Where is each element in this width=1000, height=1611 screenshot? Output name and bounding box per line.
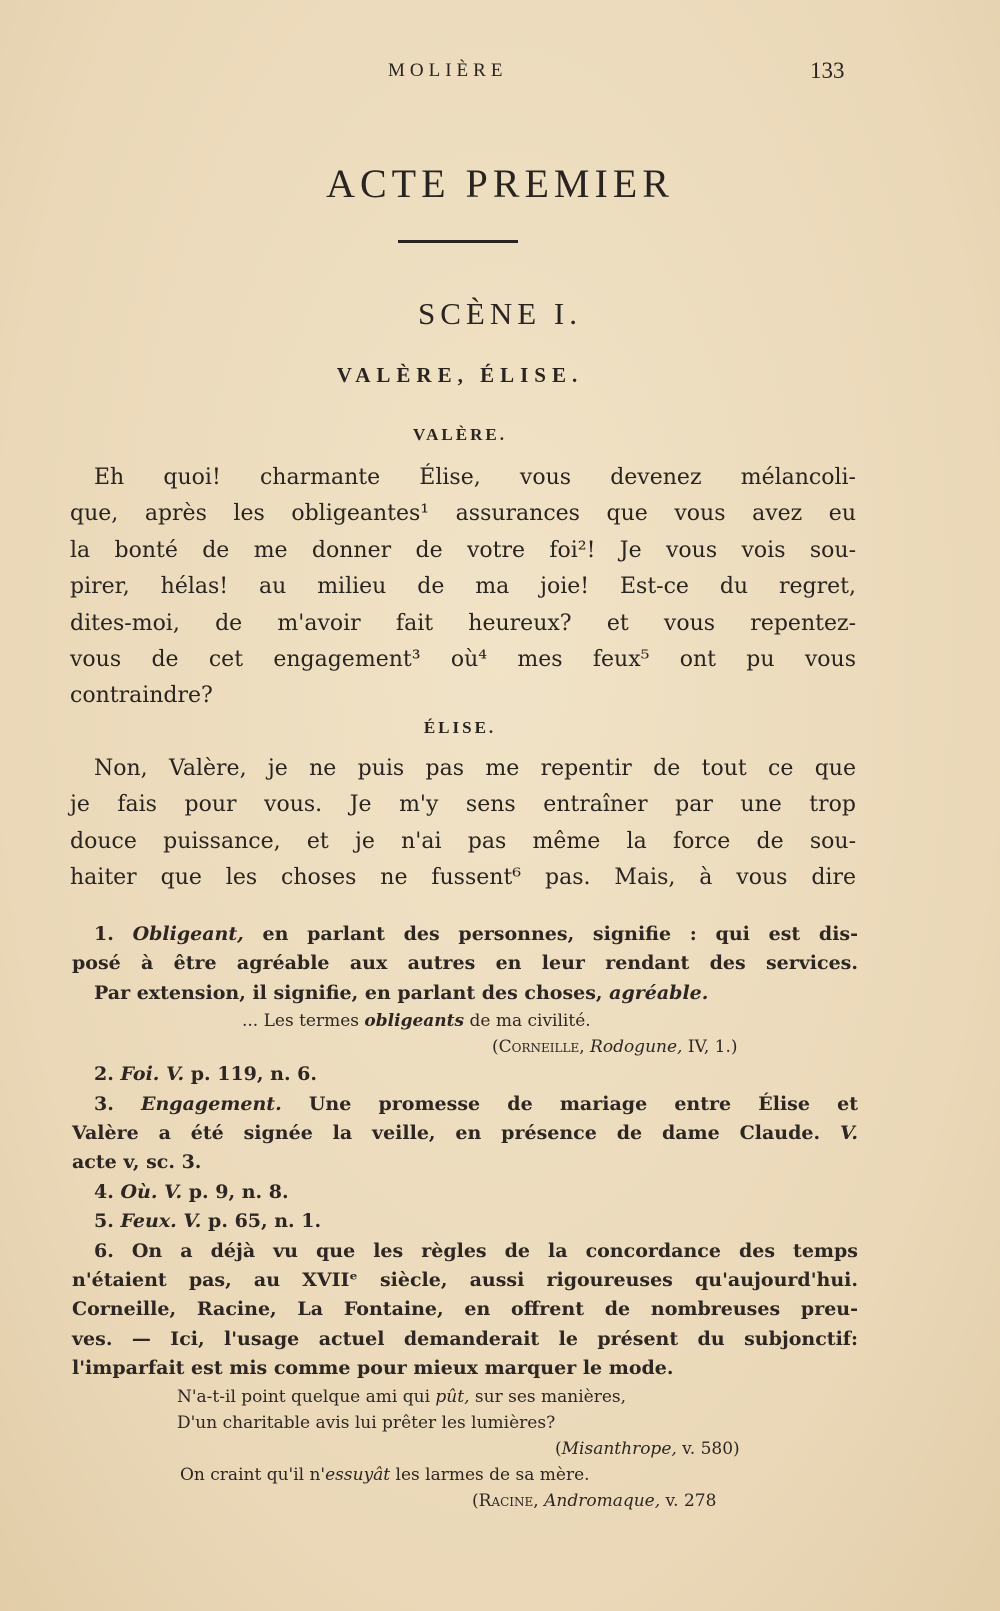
note-emphasis: agréable. bbox=[609, 981, 709, 1004]
note-text-line bbox=[72, 1119, 858, 1148]
note-4 bbox=[72, 1178, 858, 1207]
running-head bbox=[0, 58, 1000, 88]
speaker-valere: VALÈRE. bbox=[413, 425, 507, 444]
speech-line: Eh quoi! charmante Élise, vous devenez mélancoli- bbox=[94, 465, 856, 490]
note-number: 3. bbox=[94, 1092, 114, 1115]
note-text-line: ves. — Ici, l'usage actuel demanderait le présent du subjonctif: bbox=[72, 1327, 858, 1350]
source-ref: v. 278 bbox=[660, 1490, 717, 1511]
speech-valere bbox=[70, 460, 856, 715]
characters-line: VALÈRE, ÉLISE. bbox=[336, 363, 584, 387]
source-ref: IV, 1.) bbox=[682, 1037, 738, 1058]
running-title: MOLIÈRE bbox=[388, 60, 508, 81]
note-2 bbox=[72, 1060, 858, 1089]
quote-emphasis: essuyât bbox=[325, 1464, 391, 1485]
speech-line: contraindre? bbox=[70, 683, 213, 709]
note-number: 5. bbox=[94, 1210, 114, 1233]
speech-line: que, après les obligeantes¹ assurances que vous avez eu bbox=[70, 501, 856, 527]
quote-text: de ma civilité. bbox=[464, 1011, 591, 1032]
note-ref: V. bbox=[164, 1180, 183, 1203]
source-ref: v. 580) bbox=[676, 1438, 740, 1459]
note-text: p. 9, n. 8. bbox=[182, 1180, 289, 1203]
source-work: Misanthrope, bbox=[561, 1438, 677, 1459]
note-text-line: n'étaient pas, au XVIIᵉ siècle, aussi rigoureuses qu'aujourd'hui. bbox=[72, 1269, 858, 1292]
quote-text: N'a-t-il point quelque ami qui bbox=[177, 1386, 436, 1407]
note-text-line: Corneille, Racine, La Fontaine, en offrent de nombreuses preu- bbox=[72, 1298, 858, 1321]
source-work: Andromaque, bbox=[544, 1490, 661, 1511]
speech-line: pirer, hélas! au milieu de ma joie! Est-ce du regret, bbox=[70, 574, 856, 600]
speech-elise bbox=[70, 751, 856, 897]
note-5 bbox=[72, 1207, 858, 1236]
title-rule bbox=[398, 240, 518, 243]
speech-line: Non, Valère, je ne puis pas me repentir de tout ce que bbox=[94, 756, 856, 781]
quote-line bbox=[72, 1008, 858, 1034]
source-author: Corneille bbox=[498, 1037, 580, 1058]
note-term: Où. bbox=[120, 1180, 158, 1203]
note-text-line: acte v, sc. 3. bbox=[72, 1151, 202, 1174]
quote-text: les larmes de sa mère. bbox=[390, 1464, 590, 1485]
note-1 bbox=[72, 920, 858, 949]
note-1-quote bbox=[72, 1008, 858, 1060]
source-work: Rodogune, bbox=[590, 1037, 683, 1058]
scene-title: SCÈNE I. bbox=[418, 296, 582, 331]
note-number: 1. bbox=[94, 923, 114, 945]
note-text: Valère a été signée la veille, en présence de dame Claude. bbox=[72, 1122, 821, 1145]
quote-line bbox=[72, 1462, 858, 1488]
page-number: 133 bbox=[810, 58, 845, 83]
quote-source: (Racine, Andromaque, v. 278 bbox=[472, 1490, 717, 1511]
note-ref: V. bbox=[166, 1063, 185, 1086]
note-text: p. 65, n. 1. bbox=[201, 1210, 322, 1233]
note-term: Foi. bbox=[120, 1063, 160, 1086]
quote-text: sur ses manières, bbox=[469, 1386, 627, 1407]
act-title: ACTE PREMIER bbox=[326, 161, 674, 206]
note-text-line: posé à être agréable aux autres en leur rendant des services. bbox=[72, 952, 858, 975]
note-number: 4. bbox=[94, 1180, 114, 1203]
quote-text: On craint qu'il n' bbox=[180, 1464, 326, 1485]
quote-text: ... Les termes bbox=[242, 1011, 365, 1032]
quote-emphasis: pût, bbox=[435, 1386, 470, 1407]
speech-line: vous de cet engagement³ où⁴ mes feux⁵ ont pu vous bbox=[70, 647, 856, 673]
note-6-quotes bbox=[72, 1384, 858, 1514]
speech-line: douce puissance, et je n'ai pas même la force de sou- bbox=[70, 828, 856, 854]
speech-line: je fais pour vous. Je m'y sens entraîner par une trop bbox=[70, 792, 856, 818]
note-3 bbox=[72, 1090, 858, 1119]
note-number: 6. bbox=[94, 1239, 114, 1262]
speech-line: dites-moi, de m'avoir fait heureux? et vous repentez- bbox=[70, 610, 856, 636]
note-text-line: l'imparfait est mis comme pour mieux marquer le mode. bbox=[72, 1357, 674, 1380]
quote-line bbox=[72, 1384, 858, 1410]
quote-source: (Corneille, Rodogune, IV, 1.) bbox=[492, 1037, 738, 1058]
quote-line: D'un charitable avis lui prêter les lumières? bbox=[177, 1412, 556, 1433]
note-text: en parlant des personnes, signifie : qui est dis- bbox=[243, 923, 859, 945]
speech-line: haiter que les choses ne fussent⁶ pas. Mais, à vous dire bbox=[70, 865, 856, 891]
note-text: Par extension, il signifie, en parlant des choses, bbox=[94, 981, 610, 1004]
note-text: Une promesse de mariage entre Élise et bbox=[281, 1092, 858, 1115]
note-number: 2. bbox=[94, 1063, 114, 1086]
source-author: Racine bbox=[478, 1490, 534, 1511]
note-text: p. 119, n. 6. bbox=[184, 1063, 318, 1086]
speech-line: la bonté de me donner de votre foi²! Je vous vois sou- bbox=[70, 537, 856, 563]
note-ref: V. bbox=[183, 1210, 202, 1233]
note-6 bbox=[72, 1237, 858, 1266]
speaker-elise: ÉLISE. bbox=[423, 718, 497, 737]
note-text-line bbox=[72, 979, 858, 1008]
note-term: Obligeant, bbox=[132, 923, 244, 945]
note-ref: V. bbox=[839, 1122, 858, 1145]
quote-source: (Misanthrope, v. 580) bbox=[555, 1438, 740, 1459]
quote-emphasis: obligeants bbox=[364, 1011, 465, 1032]
footnotes bbox=[72, 920, 858, 1514]
note-term: Engagement. bbox=[141, 1092, 282, 1115]
note-term: Feux. bbox=[120, 1210, 177, 1233]
note-text: On a déjà vu que les règles de la concordance des temps bbox=[113, 1239, 858, 1262]
